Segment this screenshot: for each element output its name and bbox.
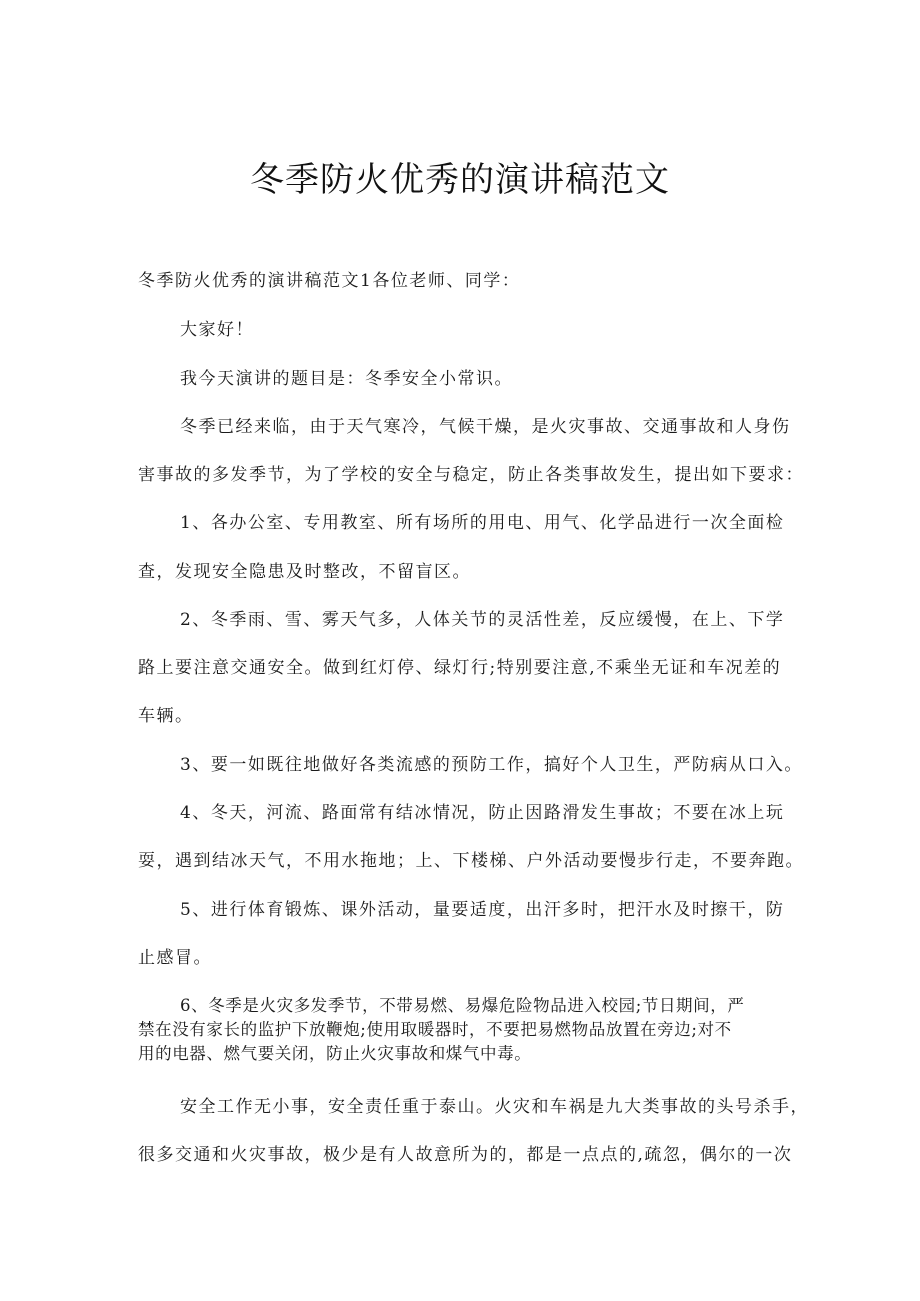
topic-line: 我今天演讲的题目是：冬季安全小常识。: [180, 369, 513, 389]
paragraph-line: 止感冒。: [138, 948, 212, 968]
paragraph-line: 害事故的多发季节，为了学校的安全与稳定，防止各类事故发生，提出如下要求：: [138, 465, 804, 485]
paragraph-line: 路上要注意交通安全。做到红灯停、绿灯行;特别要注意,不乘坐无证和车况差的: [138, 658, 782, 678]
paragraph-line: 很多交通和火灾事故，极少是有人故意所为的，都是一点点的,疏忽，偶尔的一次: [138, 1145, 793, 1165]
paragraph-line: 5、进行体育锻炼、课外活动，量要适度，出汗多时，把汗水及时擦干，防: [180, 900, 785, 920]
paragraph-line: 4、冬天，河流、路面常有结冰情况，防止因路滑发生事故；不要在冰上玩: [180, 803, 785, 823]
paragraph-line: 冬季已经来临，由于天气寒冷，气候干燥，是火灾事故、交通事故和人身伤: [180, 417, 791, 437]
document-title: 冬季防火优秀的演讲稿范文: [250, 160, 670, 200]
paragraph-line: 用的电器、燃气要关闭，防止火灾事故和煤气中毒。: [138, 1044, 532, 1063]
intro-line: 冬季防火优秀的演讲稿范文1各位老师、同学：: [138, 271, 521, 291]
paragraph-line: 耍，遇到结冰天气，不用水拖地；上、下楼梯、户外活动要慢步行走，不要奔跑。: [138, 851, 804, 871]
paragraph-line: 禁在没有家长的监护下放鞭炮;使用取暖器时，不要把易燃物品放置在旁边;对不: [138, 1020, 732, 1039]
greeting-line: 大家好！: [180, 320, 254, 340]
paragraph-line: 车辆。: [138, 706, 194, 726]
paragraph-line: 1、各办公室、专用教室、所有场所的用电、用气、化学品进行一次全面检: [180, 513, 785, 533]
paragraph-line: 6、冬季是火灾多发季节，不带易燃、易爆危险物品进入校园;节日期间，严: [180, 996, 745, 1015]
paragraph-line: 3、要一如既往地做好各类流感的预防工作，搞好个人卫生，严防病从口入。: [180, 755, 803, 775]
paragraph-line: 2、冬季雨、雪、雾天气多，人体关节的灵活性差，反应缓慢，在上、下学: [180, 610, 785, 630]
paragraph-line: 安全工作无小事，安全责任重于泰山。火灾和车祸是九大类事故的头号杀手，: [180, 1097, 809, 1117]
paragraph-line: 查，发现安全隐患及时整改，不留盲区。: [138, 562, 471, 582]
